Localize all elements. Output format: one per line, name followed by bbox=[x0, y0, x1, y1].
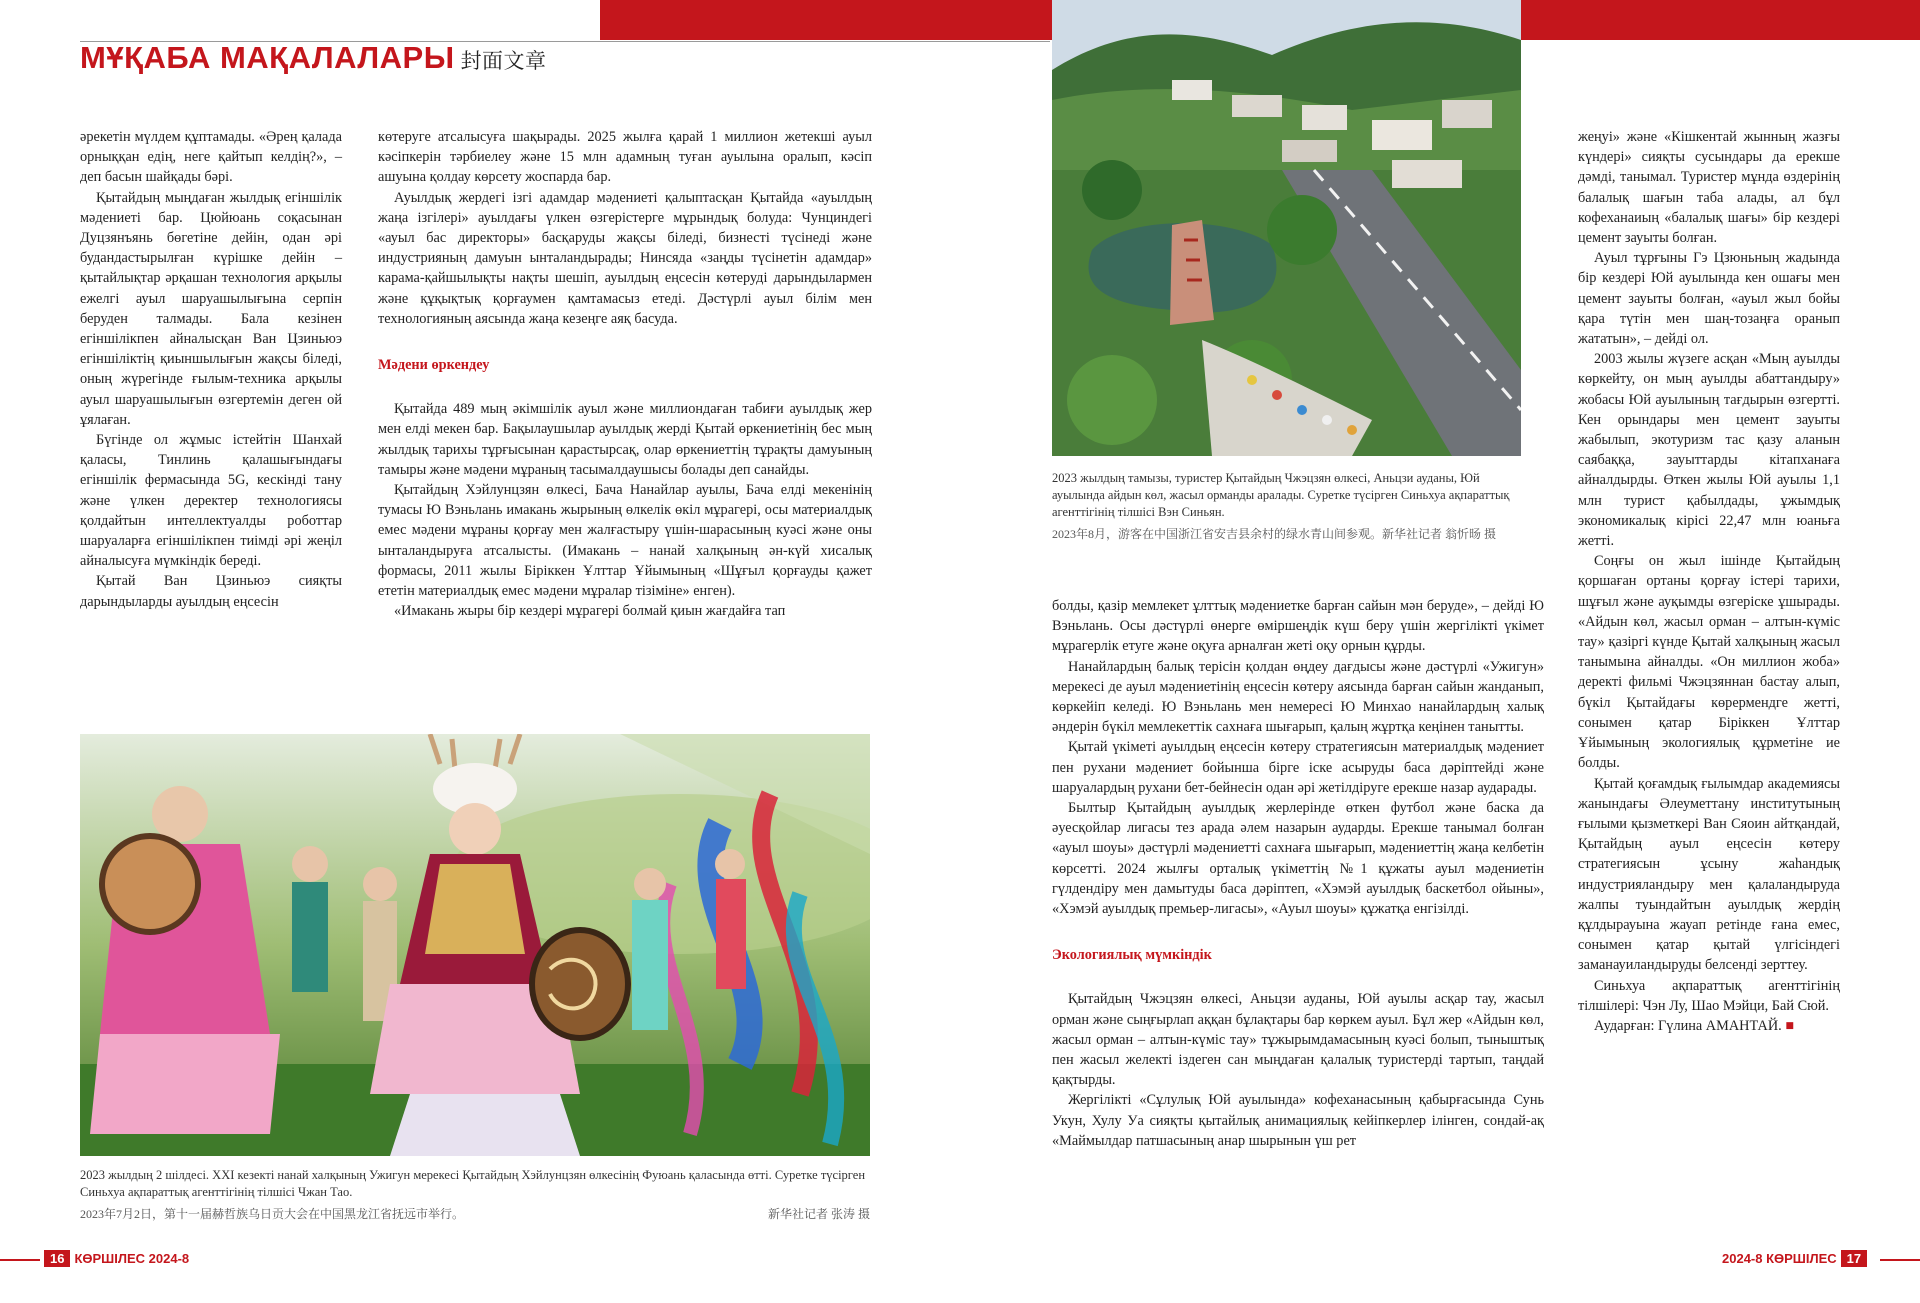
footer-line-left bbox=[0, 1259, 40, 1261]
paragraph: Қытай қоғамдық ғылымдар академиясы жанындағы Әлеуметтану институтының ғылыми қызметкері Ван Сяоин айтқандай, Қытайдың ауыл еңсесін көтеру стратегиясын ұсыну жаһандық индустрияландыру мен қалаландыруда жалпы туындайтын ауылдық жердің құлдырауына жауап ретінде ғана емес, сонымен қатар қытай үлгісіндегі заманауиландыруды белсенді зерттеу. bbox=[1578, 775, 1840, 974]
left-column-1 bbox=[80, 127, 342, 612]
paragraph: Синьхуа ақпараттық агенттігінің тілшілері: Чэн Лу, Шао Мэйци, Бай Сюй. bbox=[1578, 977, 1840, 1014]
paragraph: Қытай Ван Цзиньюэ сияқты дарындыларды ауылдың еңсесін bbox=[80, 573, 342, 610]
right-column-1 bbox=[1052, 596, 1544, 1151]
page-number-right: 17 bbox=[1841, 1250, 1867, 1267]
festival-dancers-photo bbox=[80, 734, 870, 1156]
paragraph: Соңғы он жыл ішінде Қытайдың қоршаған ортаны қорғау істері тарихи, шұғыл және ауқымды өзгеріске ұшырады. «Айдын көл, жасыл орман – алтын-күміс тау» қазіргі күнде Қытай халқының жасыл танымына айналды. «Он миллион жоба» деректі фильмі Чжэцзяннан бастау алып, бүкіл Қытайдағы көрермендге жетті, сонымен қатар Біріккен Ұлттар Ұйымының экологиялық құрметіне ие болды. bbox=[1578, 553, 1840, 772]
village-photo-illustration bbox=[1052, 0, 1521, 456]
subheading-culture: Мәдени өркендеу bbox=[378, 357, 490, 374]
caption-cn: 2023年7月2日，第十一届赫哲族乌日贡大会在中国黑龙江省抚远市举行。 bbox=[80, 1207, 465, 1221]
footer-line-right bbox=[1880, 1259, 1920, 1261]
top-red-bar-right bbox=[1520, 0, 1920, 40]
footer-magazine-left: КӨРШІЛЕС 2024-8 bbox=[74, 1251, 190, 1266]
right-photo-caption bbox=[1052, 470, 1521, 543]
end-mark: ■ bbox=[1785, 1017, 1794, 1034]
footer-right bbox=[1722, 1250, 1871, 1270]
caption-credit-cn: 新华社记者 张涛 摄 bbox=[767, 1207, 870, 1221]
right-column-2 bbox=[1578, 127, 1840, 1036]
paragraph: Бүгінде ол жұмыс істейтін Шанхай қаласы, Тинлинь қалашығындағы егіншілік фермасында 5G, кескінді тану және үлкен деректер технологиясы қолдайтын интеллектуалды роботтар шаруаларға егіншілікпен тиімді әрі жеңіл айналысуға мүмкіндік береді. bbox=[80, 432, 342, 570]
paragraph: Жергілікті «Сұлулық Юй ауылында» кофеханасының қабырғасында Сунь Укун, Хулу Уа сияқты қытайлық анимациялық кейіпкерлер ілінген, сондай-ақ «Маймылдар патшасының анар шырынын үш рет bbox=[1052, 1092, 1544, 1149]
section-title-kk: МҰҚАБА МАҚАЛАЛАРЫ bbox=[80, 40, 455, 75]
paragraph: Қытайдың мыңдаған жылдық егіншілік мәдениеті бар. Цюйюань соқасынан Дуцзянъянь бөгетіне дейін, одан әрі будандастырылған күрішке дейін – қытайлықтар әрқашан технология арқылы ежелгі ауыл шаруашылығына серпін беруден талмады. Бала кезінен егіншілікпен айналысқан Ван Цзиньюэ егіншіліктің қиыншылығын жақсы біледі, оның жүрегінде ғылым-техника арқылы ауыл шаруашылығын өзгертемін деген ой ұялаған. bbox=[80, 189, 342, 428]
paragraph: болды, қазір мемлекет ұлттық мәдениетке барған сайын мән беруде», – дейді Ю Вэньлань. Осы дәстүрлі өнерге өміршеңдік күш беру үшін жергілікті үкімет мұрагерлік етуге және оқуға арналған жеті оқу орнын құрды. bbox=[1052, 598, 1544, 655]
subheading-ecology: Экологиялық мүмкіндік bbox=[1052, 947, 1212, 964]
paragraph: Қытайдың Чжэцзян өлкесі, Аньцзи ауданы, Юй ауылы асқар тау, жасыл орман және сыңғырлап аққан бұлақтары бар көркем ауыл. Бұл жер «Айдын көл, жасыл орман – алтын-күміс тау» тұжырымдамасының куәсі болып, тыныштық пен жасыл желекті іздеген сан мыңдаған қалалық туристерді тартып, таңдай қақтырды. bbox=[1052, 991, 1544, 1089]
footer-left bbox=[40, 1250, 189, 1270]
paragraph: Ауылдық жердегі ізгі адамдар мәдениеті қалыптасқан Қытайда «ауылдың жаңа ізгілері» ауылдағы үлкен өзгерістерге мұрындық болуда: Чунциндегі «ауыл бас директоры» басқаруды жақсы біледі, бизнесті түсінеді және индустрияның дамуын ынталандырады; Нинсяда «заңды түсінетін адамдар» карама-қайшылықты нақты шешіп, ауылдың еңсесін көтеруді дарындылармен және құқықтық қорғаумен қамтамасыз етеді. Дәстүрлі ауыл білім мен технологияның аясында жаңа кезеңге аяқ басуда. bbox=[378, 189, 872, 327]
caption-cn-row bbox=[80, 1206, 870, 1223]
left-photo-caption bbox=[80, 1167, 870, 1223]
paragraph: Қытайда 489 мың әкімшілік ауыл және миллиондаған табиғи ауылдық жер мен елді мекен бар. Бақылаушылар ауылдық жерді Қытай өркениетінің бес мың жылдық тарихы тұрғысынан қарастырсақ, олар өркениеттің тұрақты дамуының тамыры және мәдени мұраның тасымалдаушысы болады деп санайды. bbox=[378, 401, 872, 478]
paragraph: жеңуі» және «Кішкентай жынның жазғы күндері» сияқты сусындары да ерекше дәмді, танымал. Туристер мұнда өздерінің балалық шағын таба алады, ал бұл кофеханаиың «балалық шағы» бір кездері цемент зауыты болған. bbox=[1578, 129, 1840, 247]
paragraph: көтеруге атсалысуға шақырады. 2025 жылға қарай 1 миллион жетекші ауыл кәсіпкерін тәрбиелеу және 15 млн адамның туған ауылына оралып, кәсіп ашуына қолдау көрсету жоспарда бар. bbox=[378, 129, 872, 186]
paragraph: Қытай үкіметі ауылдың еңсесін көтеру стратегиясын материалдық мәдениет пен рухани мәдениет бойынша бірге іске асыруды баса дәріптейді және шаруалардың рухани бет-бейнесін одан әрі жетілдіруге ерекше назар аударады. bbox=[1052, 739, 1544, 796]
paragraph: Былтыр Қытайдың ауылдық жерлерінде өткен футбол және баска да әуесқойлар лигасы тез арада әлем назарын аударды. Ерекше танымал болған «ауыл шоуы» дәстүрлі мәдениетті сахнаға шығарып, мәдениеттің жаңа келбетін көрсетті. 2024 жылғы орталық үкіметтің №1 құжаты ауыл мәдениетін гүлдендіру мен дамытуды баса дәріптеп, «Хэмэй ауылдық баскетбол ойыны», «Хэмэй ауылдық премьер-лигасы», «Ауыл шоуы» құжатқа енгізілді. bbox=[1052, 800, 1544, 918]
paragraph: Қытайдың Хэйлунцзян өлкесі, Бача Нанайлар ауылы, Бача елді мекенінің тумасы Ю Вэньлань имакань жырының өлкелік өкіл мұрагері, осы материалдық емес мәдени мұраны қорғау мен жалғастыру үшін-шарасының куәсі және оны ынталандыруға атсалысты. (Имакань – нанай халқының ән-күй хисалық формасы, 2011 жылы Біріккен Ұлттар Ұйымының «Шұғыл қорғауды қажет ететін материалдық емес мәдени мұралар тізіміне» енген). bbox=[378, 482, 872, 600]
caption-text: 2023 жылдың тамызы, туристер Қытайдың Чжэцзян өлкесі, Аньцзи ауданы, Юй ауылында айдын көл, жасыл орманды аралады. Суретке түсірген Синьхуа ақпараттық агенттігінің тілшісі Вэн Синьян. bbox=[1052, 471, 1510, 519]
caption-cn: 2023年8月，游客在中国浙江省安吉县余村的绿水青山间参观。新华社记者 翁忻旸 摄 bbox=[1052, 527, 1497, 541]
paragraph: әрекетін мүлдем құптамады. «Әрең қалада орныққан едің, неге қайтып келдің?», – деп басын шайқады бәрі. bbox=[80, 129, 342, 186]
section-title bbox=[80, 40, 547, 76]
caption-text: 2023 жылдың 2 шілдесі. XXI кезекті нанай халқының Ужигун мерекесі Қытайдың Хэйлунцзян өлкесінің Фуюань қаласында өтті. Суретке түсірген Синьхуа ақпараттық агенттігінің тілшісі Чжан Тао. bbox=[80, 1168, 866, 1199]
paragraph: 2003 жылы жүзеге асқан «Мың ауылды көркейту, он мың ауылды абаттандыру» жобасы Юй ауылының тағдырын өзгертті. Кен орындары мен цемент зауыты жабылып, экотуризм тас қазу аланын саябаққа, зауыттарды кітапханаға айналдырды. Өткен жылы Юй ауылы 1,1 млн турист қабылдады, ұжымдық экономикалық кірісі 22,47 млн юаньға жетті. bbox=[1578, 351, 1840, 550]
translator: Аударған: Гүлина АМАНТАЙ. bbox=[1594, 1017, 1782, 1034]
footer-magazine-right: 2024-8 КӨРШІЛЕС bbox=[1722, 1251, 1837, 1266]
top-red-bar-left bbox=[600, 0, 1052, 40]
paragraph: «Имакань жыры бір кездері мұрагері болмай қиын жағдайға тап bbox=[394, 603, 786, 620]
section-title-cn: 封面文章 bbox=[460, 50, 547, 73]
festival-photo-illustration bbox=[80, 734, 870, 1156]
paragraph: Нанайлардың балық терісін қолдан өңдеу дағдысы және дәстүрлі «Ужигун» мерекесі де ауыл мәдениетінің еңсесін көтеру аясында барған сайын жанданып, көркейіп келеді. Ю Вэньлань мен немересі Ю Минхао нанайлардың халық әндерін бүкіл мемлекеттік сахнаға шығарып, қалың жұртқа кеңінен танытты. bbox=[1052, 658, 1544, 736]
page-number-left: 16 bbox=[44, 1250, 70, 1267]
paragraph: Ауыл тұрғыны Гэ Цзюньның жадында бір кездері Юй ауылында кен ошағы мен цемент зауыты болған, «ауыл жыл бойы қара түтін мен шаң-тозаңға оранып жататын», – дейді ол. bbox=[1578, 250, 1840, 348]
left-column-2 bbox=[378, 127, 872, 621]
village-aerial-photo bbox=[1052, 0, 1521, 456]
translator-line bbox=[1578, 1016, 1840, 1036]
